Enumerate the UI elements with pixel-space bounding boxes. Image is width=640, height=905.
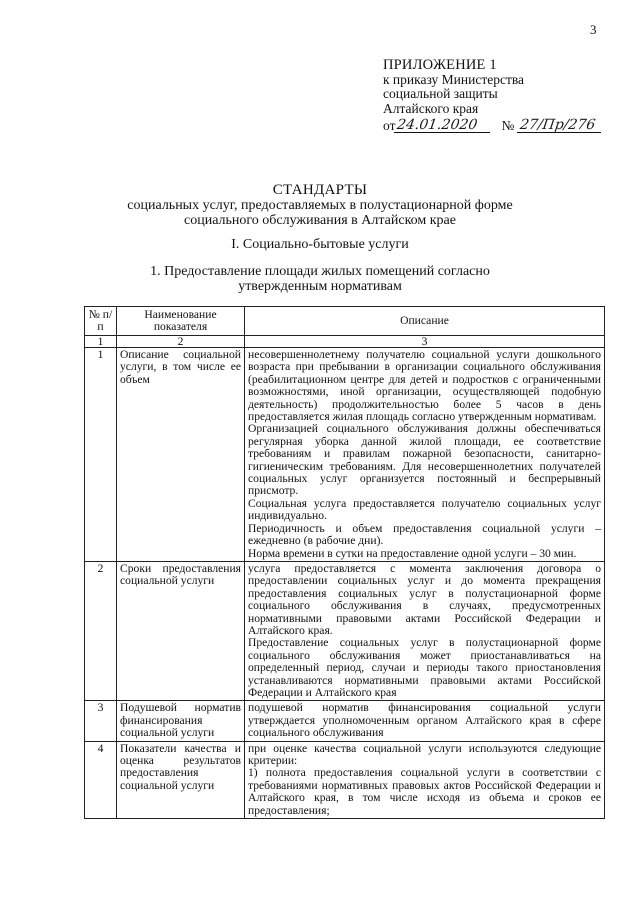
row-description: [245, 561, 605, 700]
description-paragraph: Социальная услуга предоставляется получателю социальных услуг индивидуально.: [248, 496, 601, 523]
row-number: 4: [85, 741, 117, 818]
row-description: [245, 701, 605, 741]
standards-table: [84, 306, 605, 819]
description-paragraph: несовершеннолетнему получателю социальной услуги дошкольного возраста при пребывании в организации социального обслуживания (реабилитационном центре для детей и подростков с ограниченными возможностями, иной организации, осуществляющей подобную деятельность) продолжительностью более 5 часов в день предоставляется жилая площадь согласно утвержденным нормативам.: [248, 348, 601, 424]
row-number: 1: [85, 348, 117, 562]
order-date: 24.01.2020: [394, 118, 492, 133]
row-indicator: Подушевой норматив финансирования социальной услуги: [117, 701, 245, 741]
heading-line-1: социальных услуг, предоставляемых в полустационарной форме: [127, 198, 513, 213]
description-paragraph: подушевой норматив финансирования социальной услуги утверждается уполномоченным органом Алтайского края в сфере социального обслуживания: [248, 701, 601, 740]
table-row: [85, 561, 605, 700]
appendix-line-2: социальной защиты: [383, 86, 498, 101]
page-number: 3: [590, 22, 597, 37]
column-number: 1: [85, 336, 117, 348]
heading-line-2: социального обслуживания в Алтайском крае: [184, 213, 456, 228]
description-paragraph: Организацией социального обслуживания должны обеспечиваться регулярная уборка данной жилой площади, ее соответствие требованиям и правилам пожарной безопасности, санитарно-гигиеническим требованиям. Для несовершеннолетних получателей социальных услуг организуется постоянный и беспрерывный присмотр.: [248, 422, 601, 498]
description-paragraph: услуга предоставляется с момента заключения договора о предоставлении социальных услуг и до момента прекращения предоставления социальных услуг в полустационарной форме социального обслуживания в случаях, предусмотренных нормативными правовыми актами Российской Федерации и Алтайского края.: [248, 561, 601, 637]
appendix-title: ПРИЛОЖЕНИЕ 1: [383, 57, 497, 73]
table-row: [85, 741, 605, 818]
row-indicator: Сроки предоставления социальной услуги: [117, 561, 245, 700]
column-number: 3: [245, 336, 605, 348]
subsection-title: [0, 264, 640, 294]
header-description: Описание: [245, 307, 605, 336]
column-number: 2: [117, 336, 245, 348]
description-paragraph: Периодичность и объем предоставления социальной услуги – ежедневно (в рабочие дни).: [248, 521, 601, 548]
row-description: [245, 348, 605, 562]
description-paragraph: Предоставление социальных услуг в полустационарной форме социального обслуживания может приостанавливаться на определенный период, случаи и периоды такого приостановления устанавливаются нормативными правовыми актами Российской Федерации и Алтайского края: [248, 636, 601, 699]
table-row: [85, 348, 605, 562]
order-number: 27/Пр/276: [517, 118, 603, 133]
number-prefix: №: [501, 117, 515, 133]
row-description: [245, 741, 605, 818]
row-indicator: Описание социальной услуги, в том числе ее объем: [117, 348, 245, 562]
appendix-line-3: Алтайского края: [383, 100, 479, 116]
description-paragraph: Норма времени в сутки на предоставление одной услуги – 30 мин.: [248, 546, 577, 560]
table-header-row: [85, 307, 605, 336]
row-number: 3: [85, 701, 117, 741]
description-paragraph: при оценке качества социальной услуги используются следующие критерии:: [248, 741, 601, 767]
row-indicator: Показатели качества и оценка результатов предоставления социальной услуги: [117, 741, 245, 818]
subsection-line-1: 1. Предоставление площади жилых помещений согласно: [150, 264, 490, 279]
header-indicator: Наименование показателя: [117, 307, 245, 336]
row-number: 2: [85, 561, 117, 700]
description-paragraph: 1) полнота предоставления социальной услуги в соответствии с требованиями нормативных правовых актов Российской Федерации и Алтайского края, в том числе исходя из объема и сроков ее предоставления;: [248, 766, 601, 817]
appendix-line-1: к приказу Министерства: [383, 71, 525, 87]
column-number-row: [85, 336, 605, 348]
document-heading: [0, 183, 640, 228]
appendix-block: [383, 58, 602, 133]
order-date-number: [383, 118, 602, 133]
heading-title: СТАНДАРТЫ: [272, 182, 368, 198]
section-title: I. Социально-бытовые услуги: [231, 237, 409, 252]
table-row: [85, 701, 605, 741]
header-number: № п/п: [85, 307, 117, 336]
subsection-line-2: утвержденным нормативам: [238, 279, 402, 294]
date-prefix: от: [383, 117, 396, 133]
